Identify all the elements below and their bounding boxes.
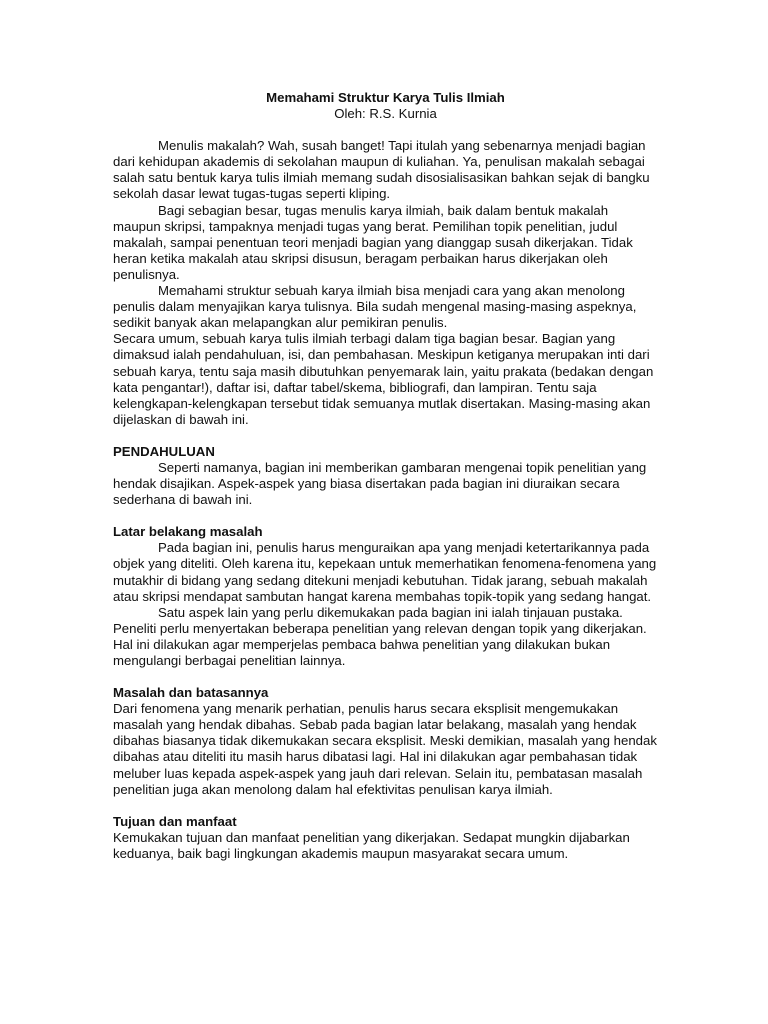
section-heading-tujuan: Tujuan dan manfaat (113, 813, 237, 829)
section-heading-pendahuluan: PENDAHULUAN (113, 443, 215, 459)
section-paragraph: Seperti namanya, bagian ini memberikan gambaran mengenai topik penelitian yang hendak disajikan. Aspek-aspek yang biasa disertakan pada bagian ini diuraikan secara sederhana di bawah ini. (113, 459, 647, 508)
intro-paragraph: Secara umum, sebuah karya tulis ilmiah terbagi dalam tiga bagian besar. Bagian yang dimaksud ialah pendahuluan, isi, dan pembahasan. Meskipun ketiganya merupakan inti dari sebuah karya, tentu saja masih dibutuhkan penyemarak lain, yaitu prakata (bedakan dengan kata pengantar!), daftar isi, daftar tabel/skema, bibliografi, dan lampiran. Tentu saja kelengkapan-kelengkapan tersebut tidak semuanya mutlak disertakan. Masing-masing akan dijelaskan di bawah ini. (113, 331, 654, 427)
document-body (113, 90, 658, 862)
section-heading-masalah: Masalah dan batasannya (113, 685, 269, 701)
section-paragraph: Pada bagian ini, penulis harus menguraikan apa yang menjadi ketertarikannya pada objek yang diteliti. Oleh karena itu, kepekaan untuk memerhatikan fenomena-fenomena yang mutakhir di bidang yang sedang ditekuni menjadi kebutuhan. Tidak jarang, sebuah makalah atau skripsi mendapat sambutan hangat karena membahas topik-topik yang sedang hangat. (113, 540, 657, 604)
intro-paragraph: Memahami struktur sebuah karya ilmiah bisa menjadi cara yang akan menolong penulis dalam menyajikan karya tulisnya. Bila sudah mengenal masing-masing aspeknya, sedikit banyak akan melapangkan alur pemikiran penulis. (113, 283, 637, 331)
document-title: Memahami Struktur Karya Tulis Ilmiah (266, 90, 505, 105)
section-heading-latar-belakang: Latar belakang masalah (113, 524, 263, 540)
section-paragraph: Dari fenomena yang menarik perhatian, penulis harus secara eksplisit mengemukakan masalah yang hendak dibahas. Sebab pada bagian latar belakang, masalah yang hendak dibahas biasanya tidak dikemukakan secara eksplisit. Meski demikian, masalah yang hendak dibahas atau diteliti itu masih harus dibatasi lagi. Hal ini dilakukan agar pembahasan tidak meluber luas kepada aspek-aspek yang jauh dari relevan. Selain itu, pembatasan masalah penelitian juga akan menolong dalam hal efektivitas penulisan karya ilmiah. (113, 701, 657, 797)
intro-paragraph: Bagi sebagian besar, tugas menulis karya ilmiah, baik dalam bentuk makalah maupun skripsi, tampaknya menjadi tugas yang berat. Pemilihan topik penelitian, judul makalah, sampai penentuan teori menjadi bagian yang dianggap susah dikerjakan. Tidak heran ketika makalah atau skripsi disusun, beragam perbaikan harus dikerjakan oleh penulisnya. (113, 202, 633, 282)
section-paragraph: Kemukakan tujuan dan manfaat penelitian yang dikerjakan. Sedapat mungkin dijabarkan keduanya, baik bagi lingkungan akademis maupun masyarakat secara umum. (113, 829, 630, 861)
document-author: Oleh: R.S. Kurnia (334, 106, 437, 122)
intro-paragraph: Menulis makalah? Wah, susah banget! Tapi itulah yang sebenarnya menjadi bagian dari kehidupan akademis di sekolahan maupun di kuliahan. Ya, penulisan makalah sebagai salah satu bentuk karya tulis ilmiah memang sudah disosialisasikan bahkan sejak di bangku sekolah dasar lewat tugas-tugas seperti kliping. (113, 138, 650, 202)
section-paragraph: Satu aspek lain yang perlu dikemukakan pada bagian ini ialah tinjauan pustaka. Peneliti perlu menyertakan beberapa penelitian yang relevan dengan topik yang dikerjakan. Hal ini dilakukan agar memperjelas pembaca bahwa penelitian yang dilakukan bukan mengulangi berbagai penelitian lainnya. (113, 604, 647, 668)
